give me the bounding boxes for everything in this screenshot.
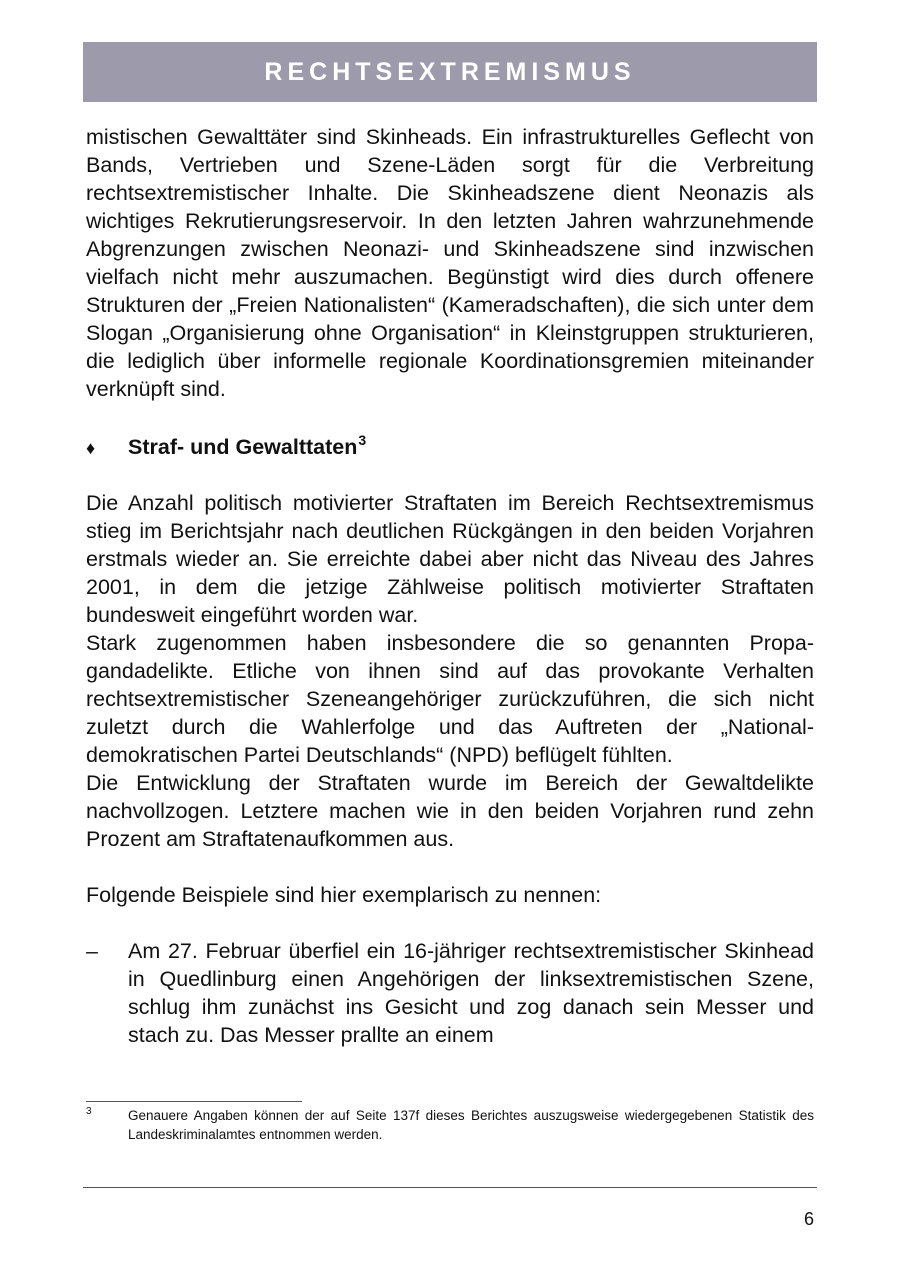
footnote xyxy=(86,1106,814,1144)
example-list-item xyxy=(86,937,814,1049)
body-paragraph: Stark zugenommen haben insbesondere die so genannten Propagandadelikte. Etliche von ihnen sind auf das provokante Verhalten rechtsextremistischer Szeneangehöriger zurückzuführen, die sich nicht zuletzt durch die Wahlerfolge und das Auftreten der „Nationaldemokratischen Partei Deutschlands“ (NPD) beflügelt fühlten. xyxy=(86,631,814,767)
section-heading xyxy=(86,433,814,463)
page-number: 6 xyxy=(803,1209,814,1229)
header-bar xyxy=(83,42,817,102)
dash-marker: – xyxy=(86,939,98,963)
intro-paragraph: mistischen Gewalttäter sind Skinheads. Ein infrastrukturelles Geflecht von Bands, Vertrieben und Szene-Läden sorgt für die Verbreitung rechtsextremistischer Inhalte. Die Skinheadszene dient Neonazis als wichtiges Rekrutierungsreservoir. In den letzten Jahren wahrzunehmende Abgrenzungen zwischen Neonazi- und Skinheadszene sind inzwischen vielfach nicht mehr auszumachen. Begünstigt wird dies durch offenere Strukturen der „Freien Nationalisten“ (Kameradschaften), die sich unter dem Slogan „Organisierung ohne Organisation“ in Kleinstgruppen strukturieren, die lediglich über informelle regionale Koordinationsgremien miteinander verknüpft sind. xyxy=(86,125,814,401)
section-title: Straf- und Gewalttaten xyxy=(128,435,358,459)
footnote-reference: 3 xyxy=(358,432,367,448)
examples-intro: Folgende Beispiele sind hier exemplarisch zu nennen: xyxy=(86,883,602,907)
main-content xyxy=(86,123,814,1049)
footnote-text: Genauere Angaben können der auf Seite 137f dieses Berichtes auszugsweise wiedergegebenen Statistik des Landeskriminalamtes entnommen werden. xyxy=(128,1108,814,1142)
example-text: Am 27. Februar überfiel ein 16-jähriger rechtsextremistischer Skinhead in Quedlinburg einen Angehörigen der linksextremistischen Szene, schlug ihm zunächst ins Gesicht und zog danach sein Messer und stach zu. Das Messer prallte an einem xyxy=(128,939,814,1047)
page-header-title: RECHTSEXTREMISMUS xyxy=(264,57,636,86)
diamond-bullet-icon: ♦ xyxy=(86,438,96,458)
footer-divider xyxy=(83,1187,817,1188)
footnote-number: 3 xyxy=(86,1106,92,1117)
body-paragraph: Die Entwicklung der Straftaten wurde im Bereich der Gewaltdelikte nachvollzogen. Letztere machen wie in den beiden Vorjahren rund zehn Prozent am Straftatenaufkommen aus. xyxy=(86,771,814,851)
body-paragraph: Die Anzahl politisch motivierter Straftaten im Bereich Rechtsextremismus stieg im Berichtsjahr nach deutlichen Rückgängen in den beiden Vorjahren erstmals wieder an. Sie erreichte dabei aber nicht das Niveau des Jahres 2001, in dem die jetzige Zählweise politisch motivierter Straftaten bundesweit eingeführt worden war. xyxy=(86,491,814,627)
footnote-divider xyxy=(86,1101,302,1102)
